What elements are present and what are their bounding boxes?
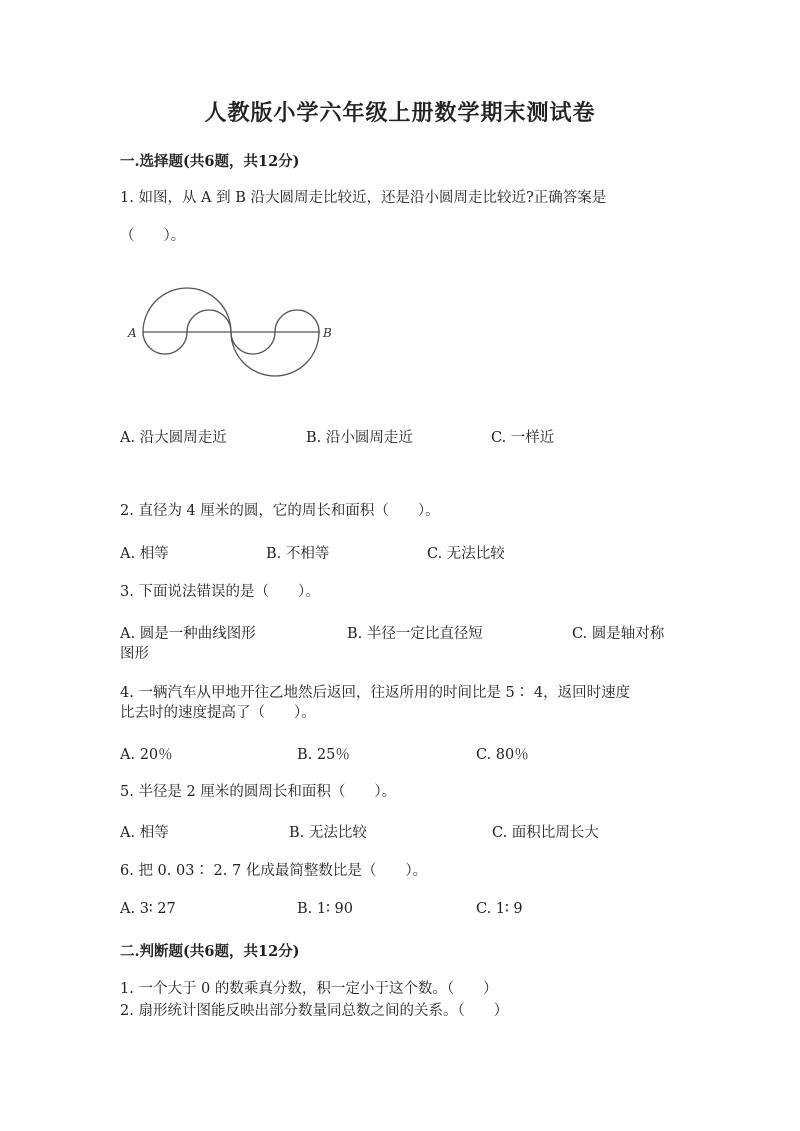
question-3-option-a: A. 圆是一种曲线图形 (120, 626, 256, 642)
figure-small-arc-2 (187, 310, 231, 332)
question-1-figure (120, 270, 350, 390)
question-4-option-b: B. 25％ (297, 747, 350, 763)
question-4-text-line-2: 比去时的速度提高了（ ）。 (120, 705, 316, 721)
question-5-option-b: B. 无法比较 (289, 825, 367, 841)
question-4-option-a: A. 20％ (120, 747, 173, 763)
question-2-option-a: A. 相等 (120, 546, 169, 562)
question-5-option-a: A. 相等 (120, 825, 169, 841)
question-3-text: 3. 下面说法错误的是（ ）。 (120, 584, 320, 600)
section-heading-choice: 一.选择题(共6题，共12分) (120, 153, 300, 170)
section-heading-judge: 二.判断题(共6题，共12分) (120, 943, 300, 960)
page-title: 人教版小学六年级上册数学期末测试卷 (204, 100, 596, 126)
figure-large-arc-1 (143, 288, 231, 332)
question-1-text: 1. 如图，从 A 到 B 沿大圆周走比较近，还是沿小圆周走比较近?正确答案是 (120, 190, 607, 206)
question-6-option-a: A. 3∶ 27 (120, 901, 176, 917)
question-1-option-a: A. 沿大圆周走近 (120, 430, 227, 446)
question-4-option-c: C. 80％ (476, 747, 529, 763)
question-1-option-b: B. 沿小圆周走近 (306, 430, 413, 446)
question-5-option-c: C. 面积比周长大 (492, 825, 599, 841)
question-3-option-c-continued: 图形 (120, 646, 149, 662)
question-2-text: 2. 直径为 4 厘米的圆，它的周长和面积（ ）。 (120, 503, 440, 519)
figure-small-arc-4 (275, 310, 319, 332)
question-6-text: 6. 把 0. 03∶ 2. 7 化成最简整数比是（ ）。 (120, 863, 428, 879)
question-2-option-b: B. 不相等 (266, 546, 330, 562)
question-6-option-b: B. 1∶ 90 (297, 901, 353, 917)
judge-question-1: 1. 一个大于 0 的数乘真分数，积一定小于这个数。（ ） (120, 981, 498, 997)
question-6-option-c: C. 1∶ 9 (476, 901, 523, 917)
figure-small-arc-3 (231, 332, 275, 354)
figure-label-a: A (128, 326, 137, 340)
judge-question-2: 2. 扇形统计图能反映出部分数量同总数之间的关系。（ ） (120, 1003, 509, 1019)
question-1-option-c: C. 一样近 (491, 430, 555, 446)
question-1-blank: （ ）。 (120, 228, 186, 244)
question-3-option-c: C. 圆是轴对称 (572, 626, 665, 642)
question-3-option-b: B. 半径一定比直径短 (347, 626, 483, 642)
question-5-text: 5. 半径是 2 厘米的圆周长和面积（ ）。 (120, 784, 397, 800)
figure-label-b: B (323, 326, 332, 340)
question-2-option-c: C. 无法比较 (427, 546, 505, 562)
question-4-text-line-1: 4. 一辆汽车从甲地开往乙地然后返回，往返所用的时间比是 5∶ 4，返回时速度 (120, 685, 631, 701)
figure-small-arc-1 (143, 332, 187, 354)
figure-large-arc-2 (231, 332, 319, 376)
